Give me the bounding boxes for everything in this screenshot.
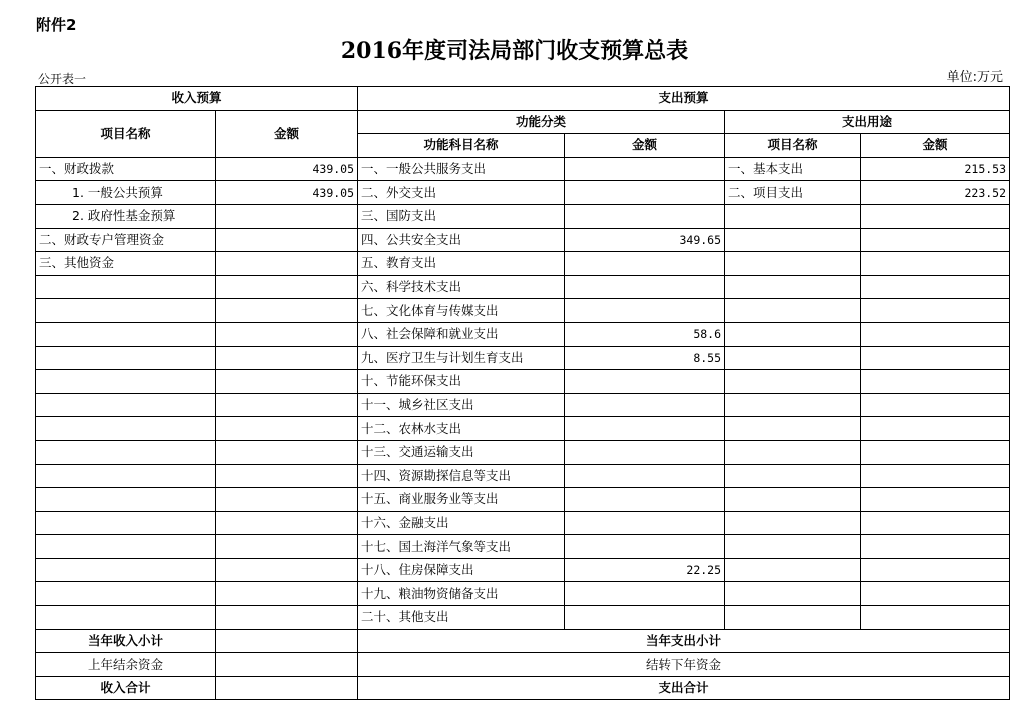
income-amount: [216, 582, 358, 606]
use-item-name: [725, 204, 861, 228]
use-amount: [861, 275, 1010, 299]
functional-amount: [565, 181, 725, 205]
income-amount: [216, 346, 358, 370]
income-item-name: [36, 393, 216, 417]
table-row: [36, 299, 1010, 323]
use-item-name: [725, 606, 861, 630]
prior-balance-amount: [216, 653, 358, 677]
income-amount: [216, 275, 358, 299]
functional-item-name: 五、教育支出: [358, 252, 565, 276]
functional-amount: [565, 440, 725, 464]
income-amount: [216, 370, 358, 394]
functional-item-name: 四、公共安全支出: [358, 228, 565, 252]
functional-item-name: 十二、农林水支出: [358, 417, 565, 441]
table-row: [36, 204, 1010, 228]
income-item-name: [36, 346, 216, 370]
use-item-name: 一、基本支出: [725, 157, 861, 181]
table-row: [36, 370, 1010, 394]
income-item-name: [36, 511, 216, 535]
income-item-name: [36, 558, 216, 582]
use-item-name: [725, 299, 861, 323]
balance-row: [36, 653, 1010, 677]
use-item-name: [725, 464, 861, 488]
income-item-name: 三、其他资金: [36, 252, 216, 276]
income-amount: [216, 440, 358, 464]
functional-amount: [565, 582, 725, 606]
functional-item-name: 二、外交支出: [358, 181, 565, 205]
use-amount: [861, 393, 1010, 417]
income-item-name: [36, 488, 216, 512]
income-item-name: [36, 582, 216, 606]
table-row: [36, 417, 1010, 441]
table-row: [36, 252, 1010, 276]
income-item-name: 一、财政拨款: [36, 157, 216, 181]
income-amount: [216, 322, 358, 346]
table-row: [36, 535, 1010, 559]
use-item-name: [725, 322, 861, 346]
use-item-name: [725, 252, 861, 276]
table-row: [36, 228, 1010, 252]
functional-item-name: 十、节能环保支出: [358, 370, 565, 394]
expense-total-label: 支出合计: [358, 676, 1010, 700]
use-amount: [861, 204, 1010, 228]
income-amount: [216, 228, 358, 252]
functional-item-name: 八、社会保障和就业支出: [358, 322, 565, 346]
income-amount: [216, 488, 358, 512]
functional-amount: 58.6: [565, 322, 725, 346]
functional-amount: [565, 252, 725, 276]
table-row: [36, 322, 1010, 346]
income-subtotal-amount: [216, 629, 358, 653]
table-row: [36, 511, 1010, 535]
use-amount: [861, 606, 1010, 630]
use-amount: [861, 322, 1010, 346]
use-amount: [861, 464, 1010, 488]
use-item-name: [725, 582, 861, 606]
functional-item-name-header: 功能科目名称: [358, 134, 565, 158]
income-amount: 439.05: [216, 157, 358, 181]
income-item-name: [36, 417, 216, 441]
functional-item-name: 十一、城乡社区支出: [358, 393, 565, 417]
table-row: [36, 464, 1010, 488]
page-title: 2016年度司法局部门收支预算总表: [340, 38, 689, 64]
functional-amount: [565, 393, 725, 417]
use-amount: [861, 535, 1010, 559]
table-row: [36, 440, 1010, 464]
use-amount: [861, 488, 1010, 512]
table-row: [36, 346, 1010, 370]
use-item-name: [725, 535, 861, 559]
income-item-name: 二、财政专户管理资金: [36, 228, 216, 252]
prior-balance-label: 上年结余资金: [36, 653, 216, 677]
total-row: [36, 676, 1010, 700]
income-subtotal-label: 当年收入小计: [36, 629, 216, 653]
use-item-name: [725, 440, 861, 464]
expense-subtotal-label: 当年支出小计: [358, 629, 1010, 653]
functional-item-name: 十三、交通运输支出: [358, 440, 565, 464]
use-item-name: [725, 417, 861, 441]
income-item-name: [36, 535, 216, 559]
income-item-name: [36, 606, 216, 630]
functional-amount: [565, 511, 725, 535]
functional-amount: [565, 370, 725, 394]
use-amount: [861, 228, 1010, 252]
income-item-name: [36, 440, 216, 464]
functional-amount: [565, 157, 725, 181]
income-item-name: [36, 275, 216, 299]
functional-amount: 349.65: [565, 228, 725, 252]
income-item-name: 2. 政府性基金预算: [36, 204, 216, 228]
use-amount: [861, 370, 1010, 394]
income-amount: [216, 252, 358, 276]
functional-item-name: 十六、金融支出: [358, 511, 565, 535]
income-amount: [216, 204, 358, 228]
income-item-name: [36, 370, 216, 394]
carry-forward-label: 结转下年资金: [358, 653, 1010, 677]
use-item-name: [725, 488, 861, 512]
functional-item-name: 一、一般公共服务支出: [358, 157, 565, 181]
header-row-1: [36, 87, 1010, 111]
use-amount: [861, 511, 1010, 535]
use-item-name: [725, 346, 861, 370]
use-amount: [861, 558, 1010, 582]
functional-item-name: 二十、其他支出: [358, 606, 565, 630]
income-budget-header: 收入预算: [36, 87, 358, 111]
income-item-name: [36, 322, 216, 346]
functional-amount: [565, 464, 725, 488]
functional-amount: [565, 299, 725, 323]
use-amount: [861, 346, 1010, 370]
functional-amount-header: 金额: [565, 134, 725, 158]
use-amount-header: 金额: [861, 134, 1010, 158]
table-row: [36, 181, 1010, 205]
table-number: 公开表一: [38, 72, 87, 86]
income-item-name: [36, 299, 216, 323]
functional-amount: 22.25: [565, 558, 725, 582]
income-amount: [216, 558, 358, 582]
table-row: [36, 275, 1010, 299]
use-item-name-header: 项目名称: [725, 134, 861, 158]
income-amount: [216, 535, 358, 559]
use-item-name: [725, 393, 861, 417]
use-amount: [861, 299, 1010, 323]
table-row: [36, 157, 1010, 181]
table-row: [36, 393, 1010, 417]
use-item-name: [725, 558, 861, 582]
functional-item-name: 十四、资源勘探信息等支出: [358, 464, 565, 488]
expense-use-header: 支出用途: [725, 110, 1010, 134]
income-amount: [216, 393, 358, 417]
income-amount: [216, 464, 358, 488]
income-item-name: [36, 464, 216, 488]
income-item-name: 1. 一般公共预算: [36, 181, 216, 205]
use-item-name: [725, 370, 861, 394]
functional-item-name: 十八、住房保障支出: [358, 558, 565, 582]
income-amount: [216, 606, 358, 630]
functional-amount: [565, 417, 725, 441]
functional-amount: [565, 535, 725, 559]
functional-item-name: 七、文化体育与传媒支出: [358, 299, 565, 323]
use-amount: [861, 417, 1010, 441]
functional-item-name: 十九、粮油物资储备支出: [358, 582, 565, 606]
functional-amount: [565, 488, 725, 512]
functional-amount: 8.55: [565, 346, 725, 370]
functional-amount: [565, 275, 725, 299]
use-item-name: [725, 275, 861, 299]
use-item-name: [725, 228, 861, 252]
use-amount: 223.52: [861, 181, 1010, 205]
functional-class-header: 功能分类: [358, 110, 725, 134]
budget-table: [35, 86, 1010, 700]
functional-item-name: 六、科学技术支出: [358, 275, 565, 299]
use-amount: [861, 440, 1010, 464]
functional-amount: [565, 606, 725, 630]
use-amount: [861, 252, 1010, 276]
functional-amount: [565, 204, 725, 228]
income-amount: [216, 417, 358, 441]
header-row-2: [36, 110, 1010, 134]
table-row: [36, 488, 1010, 512]
functional-item-name: 十七、国土海洋气象等支出: [358, 535, 565, 559]
income-total-label: 收入合计: [36, 676, 216, 700]
income-amount: 439.05: [216, 181, 358, 205]
income-amount: [216, 511, 358, 535]
table-row: [36, 558, 1010, 582]
use-amount: [861, 582, 1010, 606]
functional-item-name: 三、国防支出: [358, 204, 565, 228]
income-item-name-header: 项目名称: [36, 110, 216, 157]
unit-label: 单位:万元: [946, 70, 1003, 85]
use-amount: 215.53: [861, 157, 1010, 181]
functional-item-name: 九、医疗卫生与计划生育支出: [358, 346, 565, 370]
use-item-name: [725, 511, 861, 535]
attachment-label: 附件2: [36, 16, 77, 34]
expense-budget-header: 支出预算: [358, 87, 1010, 111]
table-row: [36, 582, 1010, 606]
table-row: [36, 606, 1010, 630]
income-subtotal-row: [36, 629, 1010, 653]
functional-item-name: 十五、商业服务业等支出: [358, 488, 565, 512]
income-total-amount: [216, 676, 358, 700]
use-item-name: 二、项目支出: [725, 181, 861, 205]
income-amount: [216, 299, 358, 323]
income-amount-header: 金额: [216, 110, 358, 157]
